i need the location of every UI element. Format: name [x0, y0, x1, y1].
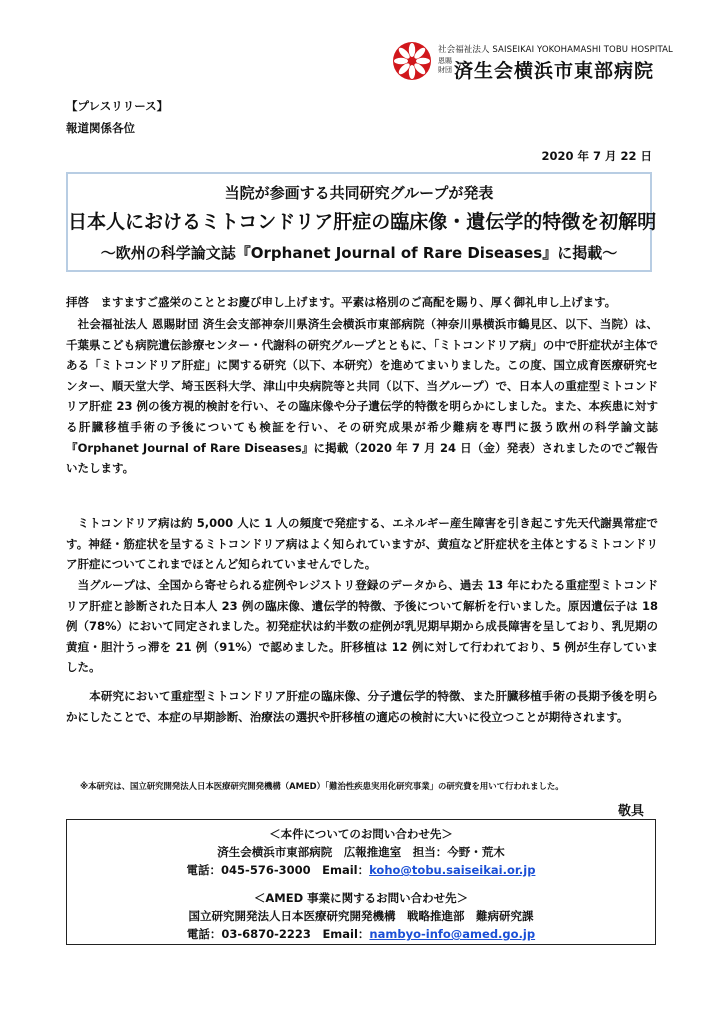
logo-foundation: 恩賜財団: [438, 57, 452, 74]
hospital-email-link[interactable]: koho@tobu.saiseikai.or.jp: [369, 863, 536, 877]
recipients-label: 報道関係各位: [66, 121, 135, 135]
results-paragraph: 当グループは、全国から寄せられる症例やレジストリ登録のデータから、過去 13 年にわたる重症型ミトコンドリア肝症と診断された日本人 23 例の臨床像、遺伝学的特徴、予後について解析を行いました。原因遺伝子は 18 例（78%）において同定されました。初発症状は約半数の症例が乳児期早期から成長障害を呈しており、乳児期の黄疸・胆汁うっ滞を 21 例（91%）で認めました。肝移植は 12 例に対して行われており、5 例が生存していました。: [66, 578, 658, 675]
contact-box: [66, 819, 656, 945]
title-box: [66, 172, 657, 272]
contact-org-amed: 国立研究開発法人日本医療研究開発機構 戦略推進部 難病研究課: [188, 909, 534, 923]
main-title: 日本人におけるミトコンドリア肝症の臨床像・遺伝学的特徴を初解明: [68, 211, 657, 233]
background-paragraph: ミトコンドリア病は約 5,000 人に 1 人の頻度で発症する、エネルギー産生障害を引き起こす先天代謝異常症です。神経・筋症状を呈するミトコンドリア病はよく知られていますが、黄疸など肝症状を主体とするミトコンドリア肝症についてこれまでほとんど知られていませんでした。: [66, 516, 658, 572]
contact-phone-hospital-label: 電話：045-576-3000 Email：: [186, 863, 370, 877]
contact-heading-hospital: ＜本件についてのお問い合わせ先＞: [269, 827, 453, 841]
contact-phone-hospital: [67, 862, 655, 878]
intro-paragraph: 社会福祉法人 恩賜財団 済生会支部神奈川県済生会横浜市東部病院（神奈川県横浜市鶴見区、以下、当院）は、千葉県こども病院遺伝診療センター・代謝科の研究グループとともに、「ミトコンドリア病」の中で肝症状が主体である「ミトコンドリア肝症」に関する研究（以下、本研究）を進めてまいりました。この度、国立成育医療研究センター、順天堂大学、埼玉医科大学、津山中央病院等と共同（以下、当グループ）で、日本人の重症型ミトコンドリア肝症 23 例の後方視的検討を行い、その臨床像や分子遺伝学的特徴を明らかにしました。また、本疾患に対する肝臓移植手術の予後についても検証を行い、その研究成果が希少難病を専門に扱う欧州の科学論文誌『Orphanet Journal of Rare Diseases』に掲載（2020 年 7 月 24 日（金）発表）されましたのでご報告いたします。: [66, 317, 658, 476]
saiseikai-emblem-icon: [391, 40, 433, 82]
contact-heading-amed: ＜AMED 事業に関するお問い合わせ先＞: [253, 891, 469, 905]
logo-subtitle: 社会福祉法人 SAISEIKAI YOKOHAMASHI TOBU HOSPITAL: [438, 45, 673, 55]
contact-phone-amed-label: 電話：03-6870-2223 Email：: [186, 927, 370, 941]
title-subtitle: ～欧州の科学論文誌『Orphanet Journal of Rare Diseases』に掲載～: [100, 244, 618, 262]
conclusion-paragraph: 本研究において重症型ミトコンドリア肝症の臨床像、分子遺伝学的特徴、また肝臓移植手術の長期予後を明らかにしたことで、本症の早期診断、治療法の選択や肝移植の適応の検討に大いに役立つことが期待されます。: [66, 689, 658, 724]
amed-email-link[interactable]: nambyo-info@amed.go.jp: [369, 927, 536, 941]
hospital-logo: [391, 40, 673, 88]
title-line-1: 当院が参画する共同研究グループが発表: [224, 184, 494, 202]
greeting-paragraph: 拝啓 ますますご盛栄のこととお慶び申し上げます。平素は格別のご高配を賜り、厚く御礼申し上げます。: [66, 295, 617, 309]
contact-phone-amed: [67, 926, 655, 942]
funding-note: ※本研究は、国立研究開発法人日本医療研究開発機構（AMED）「難治性疾患実用化研究事業」の研究費を用いて行われました。: [80, 781, 564, 791]
contact-org-hospital: 済生会横浜市東部病院 広報推進室 担当：今野・荒木: [217, 845, 505, 859]
release-date: 2020 年 7 月 22 日: [541, 149, 652, 163]
press-release-label: 【プレスリリース】: [66, 99, 169, 113]
logo-hospital-name: 済生会横浜市東部病院: [454, 60, 655, 82]
closing-word: 敬具: [617, 804, 644, 819]
